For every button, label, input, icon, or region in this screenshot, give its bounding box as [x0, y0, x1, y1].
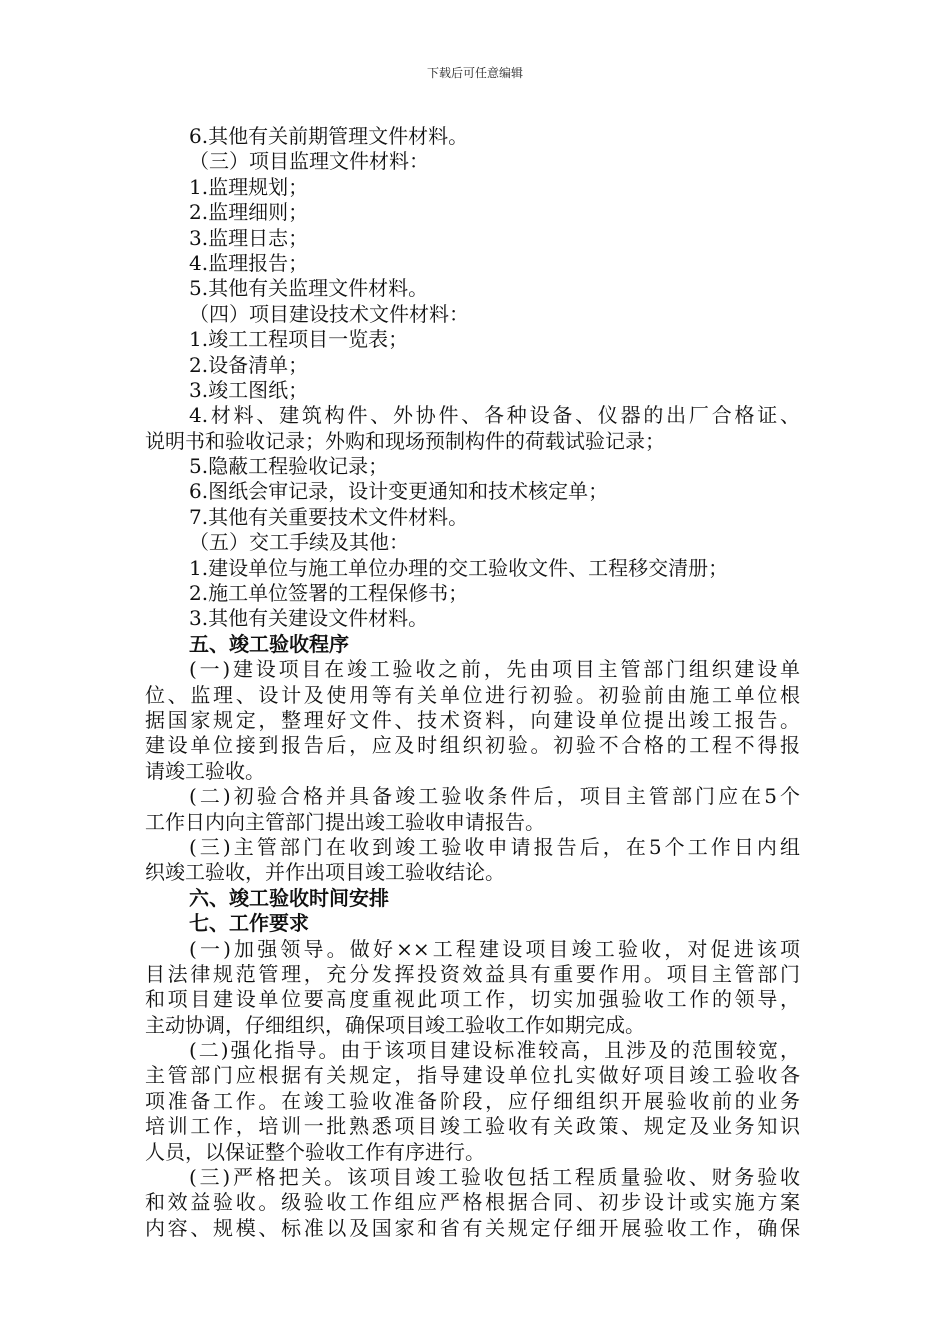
text-line: 1.竣工工程项目一览表； — [189, 327, 409, 352]
text-line: 4.监理报告； — [189, 250, 309, 275]
text-line: 人员，以保证整个验收工作有序进行。 — [145, 1139, 485, 1164]
text-line: (三)主管部门在收到竣工验收申请报告后，在5个工作日内组 — [189, 834, 800, 859]
text-line: 目法律规范管理，充分发挥投资效益具有重要作用。项目主管部门 — [145, 961, 800, 986]
text-line: 请竣工验收。 — [145, 758, 265, 783]
text-line: 6.图纸会审记录，设计变更通知和技术核定单； — [189, 479, 609, 504]
text-line: 3.竣工图纸； — [189, 377, 309, 402]
text-line: 6.其他有关前期管理文件材料。 — [189, 124, 469, 148]
text-line: 和效益验收。级验收工作组应严格根据合同、初步设计或实施方案 — [145, 1190, 800, 1215]
text-line: （五）交工手续及其他： — [189, 530, 409, 555]
text-line: 1.监理规划； — [189, 174, 309, 199]
text-line: 内容、规模、标准以及国家和省有关规定仔细开展验收工作，确保 — [145, 1215, 800, 1240]
text-line: 工作日内向主管部门提出竣工验收申请报告。 — [145, 809, 545, 834]
text-line: 位、监理、设计及使用等有关单位进行初验。初验前由施工单位根 — [145, 682, 800, 707]
section-heading: 七、工作要求 — [189, 911, 309, 936]
text-line: 培训工作，培训一批熟悉项目竣工验收有关政策、规定及业务知识 — [145, 1114, 800, 1139]
text-line: 织竣工验收，并作出项目竣工验收结论。 — [145, 860, 505, 885]
page-header: 下载后可任意编辑 — [426, 66, 523, 80]
text-line: (三)严格把关。该项目竣工验收包括工程质量验收、财务验收 — [189, 1165, 800, 1190]
text-line: 2.施工单位签署的工程保修书； — [189, 581, 469, 606]
text-line: (一)加强领导。做好××工程建设项目竣工验收，对促进该项 — [189, 936, 800, 961]
text-line: 和项目建设单位要高度重视此项工作，切实加强验收工作的领导， — [145, 987, 800, 1012]
text-line: 3.监理日志； — [189, 225, 309, 250]
text-line: 主动协调，仔细组织，确保项目竣工验收工作如期完成。 — [145, 1012, 645, 1037]
text-line: 5.隐蔽工程验收记录； — [189, 454, 389, 479]
text-line: (二)初验合格并具备竣工验收条件后，项目主管部门应在5个 — [189, 784, 800, 809]
text-line: 说明书和验收记录；外购和现场预制构件的荷载试验记录； — [145, 428, 665, 453]
text-line: 2.监理细则； — [189, 200, 309, 225]
document-body — [145, 124, 800, 1241]
text-line: 1.建设单位与施工单位办理的交工验收文件、工程移交清册； — [189, 555, 729, 580]
text-line: 3.其他有关建设文件材料。 — [189, 606, 429, 631]
text-line: (一)建设项目在竣工验收之前，先由项目主管部门组织建设单 — [189, 657, 800, 682]
text-line: 5.其他有关监理文件材料。 — [189, 276, 429, 301]
text-line: 建设单位接到报告后，应及时组织初验。初验不合格的工程不得报 — [145, 733, 800, 758]
text-line: （三）项目监理文件材料： — [189, 149, 429, 174]
text-line: （四）项目建设技术文件材料： — [189, 301, 469, 326]
text-line: 2.设备清单； — [189, 352, 309, 377]
text-line: 项准备工作。在竣工验收准备阶段，应仔细组织开展验收前的业务 — [145, 1088, 800, 1113]
text-line: 主管部门应根据有关规定，指导建设单位扎实做好项目竣工验收各 — [145, 1063, 800, 1088]
text-line: (二)强化指导。由于该项目建设标准较高，且涉及的范围较宽， — [189, 1038, 800, 1063]
text-line: 7.其他有关重要技术文件材料。 — [189, 504, 469, 529]
text-line: 据国家规定，整理好文件、技术资料，向建设单位提出竣工报告。 — [145, 707, 800, 732]
text-line: 4.材料、建筑构件、外协件、各种设备、仪器的出厂合格证、 — [189, 403, 800, 428]
section-heading: 六、竣工验收时间安排 — [189, 885, 389, 910]
section-heading: 五、竣工验收程序 — [189, 631, 349, 656]
